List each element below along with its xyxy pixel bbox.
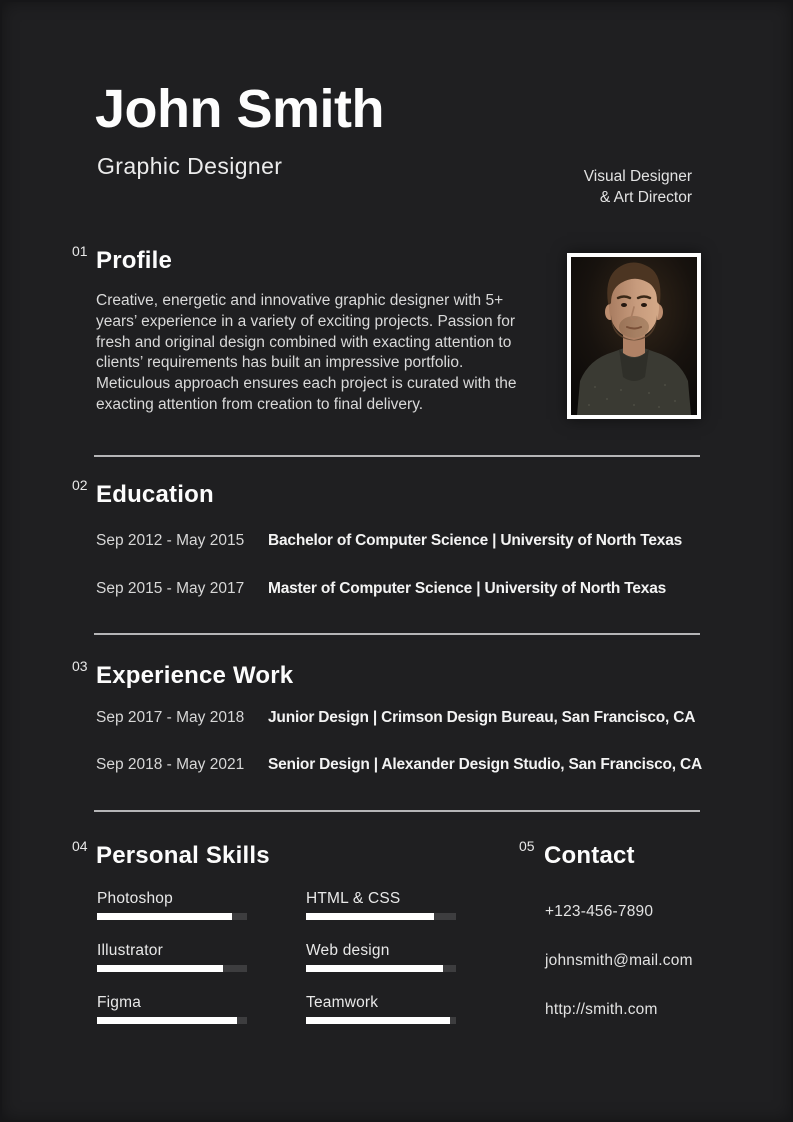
- skill-progress-fill: [306, 1017, 450, 1024]
- profile-section-heading: Profile: [96, 247, 173, 274]
- skill-progress-fill: [97, 1017, 237, 1024]
- contact-phone: +123-456-7890: [545, 903, 654, 920]
- education-dates: Sep 2015 - May 2017: [96, 580, 245, 597]
- skill-label: Teamwork: [306, 994, 379, 1011]
- skill-item: [97, 993, 247, 1024]
- contact-list: [545, 902, 693, 1049]
- contact-website: http://smith.com: [545, 1001, 658, 1018]
- skill-label: Figma: [97, 994, 142, 1011]
- skill-item: [306, 941, 456, 972]
- education-description: Bachelor of Computer Science | University of North Texas: [268, 532, 683, 549]
- experience-row: [96, 708, 706, 727]
- profile-section-number: 01: [72, 243, 88, 259]
- experience-description: Junior Design | Crimson Design Bureau, San Francisco, CA: [268, 709, 696, 726]
- skill-label: Web design: [306, 942, 390, 959]
- experience-description: Senior Design | Alexander Design Studio, San Francisco, CA: [268, 756, 703, 773]
- skills-section-number: 04: [72, 838, 88, 854]
- skill-progress-bar: [97, 965, 247, 972]
- skill-item: [97, 889, 247, 920]
- experience-section-heading: Experience Work: [96, 662, 294, 689]
- education-section-number: 02: [72, 477, 88, 493]
- experience-row: [96, 755, 706, 774]
- skills-column-left: [97, 889, 247, 1045]
- skill-progress-bar: [97, 1017, 247, 1024]
- skill-item: [306, 993, 456, 1024]
- skills-column-right: [306, 889, 456, 1045]
- education-dates: Sep 2012 - May 2015: [96, 532, 245, 549]
- skill-progress-bar: [306, 1017, 456, 1024]
- skill-progress-bar: [306, 965, 456, 972]
- experience-dates: Sep 2017 - May 2018: [96, 709, 245, 726]
- skill-progress-bar: [306, 913, 456, 920]
- skill-item: [306, 889, 456, 920]
- profile-summary-text: Creative, energetic and innovative graphic designer with 5+ years’ experience in a variety of exciting projects. Passion for fresh and original design combined with exacting attention to clients’ requirements has built an impressive portfolio. Meticulous approach ensures each project is curated with the exacting attention from creation to final delivery.: [96, 292, 517, 413]
- skill-item: [97, 941, 247, 972]
- skill-progress-fill: [97, 913, 232, 920]
- subtitle-line-1: Visual Designer: [583, 168, 692, 185]
- education-row: [96, 531, 706, 550]
- skill-progress-fill: [306, 913, 434, 920]
- skill-progress-fill: [306, 965, 443, 972]
- contact-section-number: 05: [519, 838, 535, 854]
- skills-section-heading: Personal Skills: [96, 842, 270, 869]
- portrait-photo: [567, 253, 701, 419]
- skill-label: Photoshop: [97, 890, 173, 907]
- section-divider: [94, 455, 700, 457]
- section-divider: [94, 633, 700, 635]
- job-title: Graphic Designer: [97, 153, 283, 179]
- skill-progress-fill: [97, 965, 223, 972]
- section-divider: [94, 810, 700, 812]
- experience-dates: Sep 2018 - May 2021: [96, 756, 245, 773]
- education-row: [96, 579, 706, 598]
- portrait-photo-illustration: [571, 257, 697, 415]
- skill-label: Illustrator: [97, 942, 163, 959]
- education-section-heading: Education: [96, 481, 214, 508]
- contact-section-heading: Contact: [544, 842, 635, 869]
- skill-progress-bar: [97, 913, 247, 920]
- contact-email: johnsmith@mail.com: [545, 952, 693, 969]
- skill-label: HTML & CSS: [306, 890, 401, 907]
- experience-section-number: 03: [72, 658, 88, 674]
- education-description: Master of Computer Science | University of North Texas: [268, 580, 667, 597]
- subtitle-line-2: & Art Director: [599, 189, 692, 206]
- header-subtitle: [584, 166, 692, 208]
- person-name: John Smith: [95, 79, 384, 139]
